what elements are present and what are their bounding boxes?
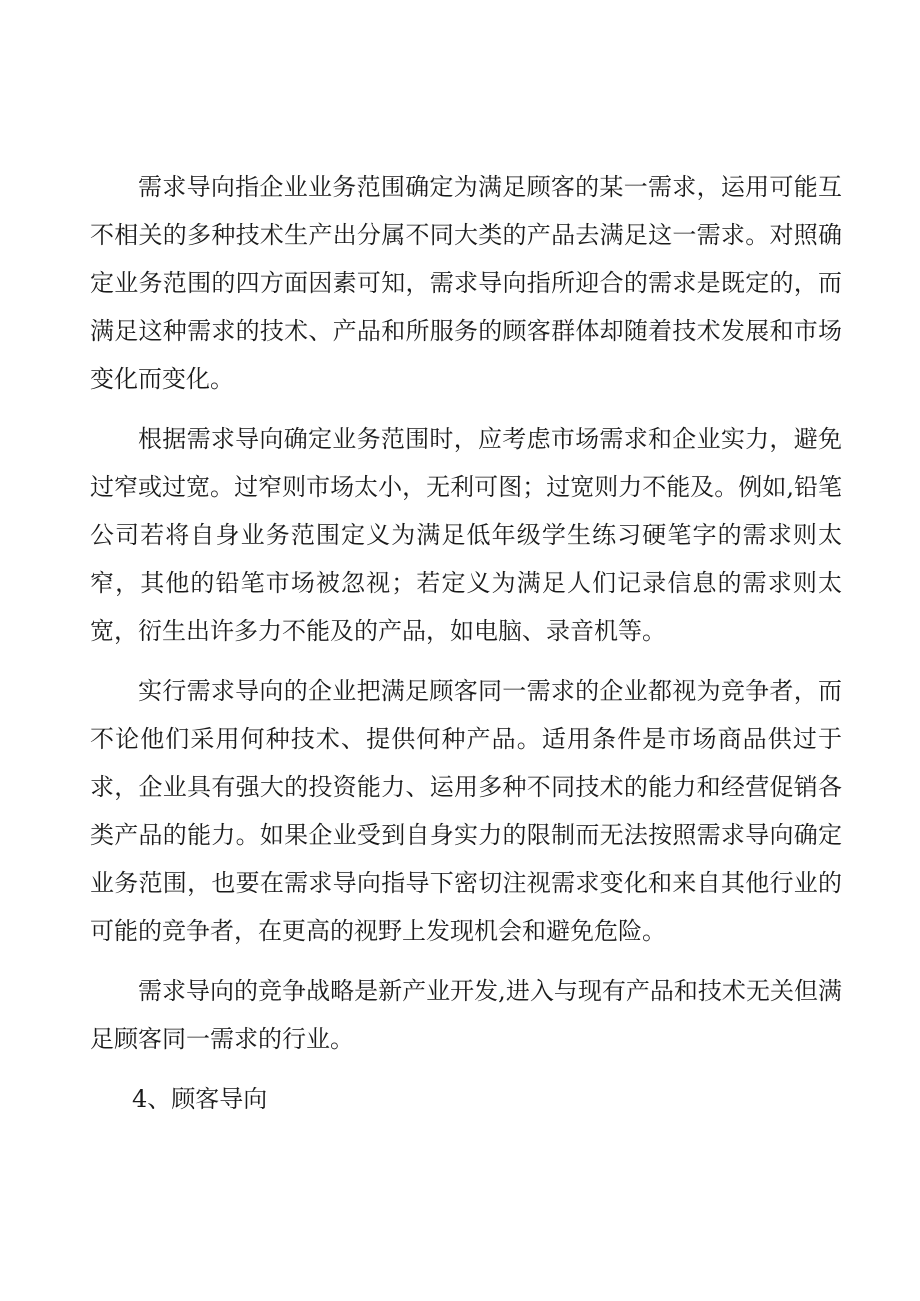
section-heading: 4、顾客导向 (132, 1085, 268, 1113)
document-body (90, 163, 842, 1123)
paragraph-business-scope-width: 根据需求导向确定业务范围时，应考虑市场需求和企业实力，避免过窄或过宽。过窄则市场太小，无利可图；过宽则力不能及。例如,铅笔公司若将自身业务范围定义为满足低年级学生练习硬笔字的需求则太窄，其他的铅笔市场被忽视；若定义为满足人们记录信息的需求则太宽，衍生出许多力不能及的产品，如电脑、录音机等。 (90, 425, 842, 645)
paragraph-demand-orientation-definition: 需求导向指企业业务范围确定为满足顾客的某一需求，运用可能互不相关的多种技术生产出分属不同大类的产品去满足这一需求。对照确定业务范围的四方面因素可知，需求导向指所迎合的需求是既定的，而满足这种需求的技术、产品和所服务的顾客群体却随着技术发展和市场变化而变化。 (90, 173, 842, 393)
paragraph-competitive-strategy: 需求导向的竞争战略是新产业开发,进入与现有产品和技术无关但满足顾客同一需求的行业。 (90, 977, 842, 1053)
paragraph-competitors-conditions: 实行需求导向的企业把满足顾客同一需求的企业都视为竞争者，而不论他们采用何种技术、提供何种产品。适用条件是市场商品供过于求，企业具有强大的投资能力、运用多种不同技术的能力和经营促销各类产品的能力。如果企业受到自身实力的限制而无法按照需求导向确定业务范围，也要在需求导向指导下密切注视需求变化和来自其他行业的可能的竞争者，在更高的视野上发现机会和避免危险。 (90, 677, 842, 945)
